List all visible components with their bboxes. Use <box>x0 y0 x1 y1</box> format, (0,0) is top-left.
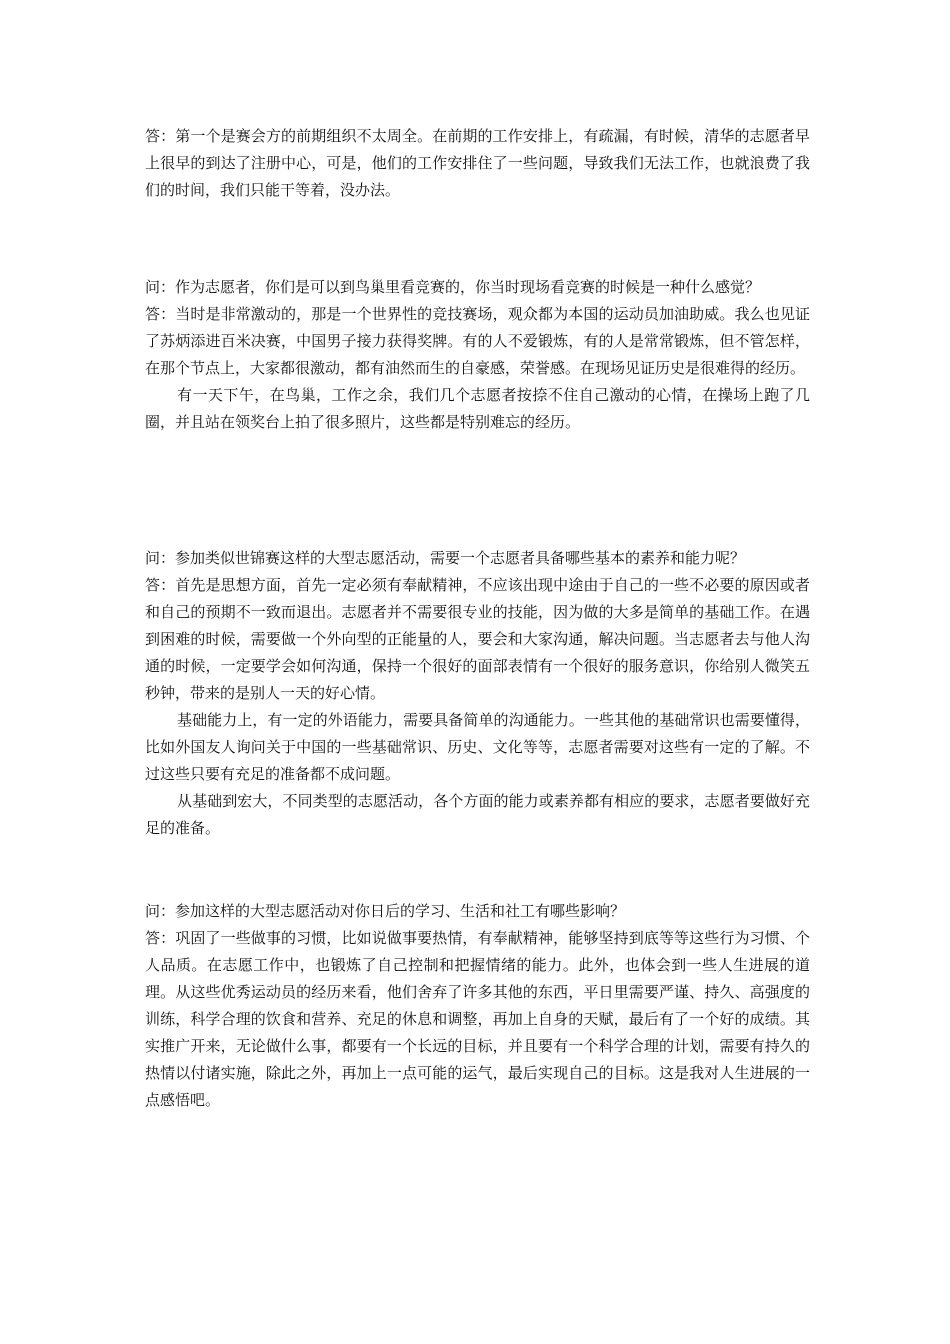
qa-section-1 <box>145 123 810 204</box>
qa-section-3 <box>145 545 810 842</box>
question-paragraph: 问：作为志愿者，你们是可以到鸟巢里看竞赛的，你当时现场看竞赛的时候是一种什么感觉？ <box>145 278 761 296</box>
question-paragraph: 问：参加类似世锦赛这样的大型志愿活动，需要一个志愿者具备哪些基本的素养和能力呢？ <box>145 549 746 567</box>
body-paragraph: 基础能力上，有一定的外语能力，需要具备简单的沟通能力。一些其他的基础常识也需要懂得，比如外国友人询问关于中国的一些基础常识、历史、文化等等，志愿者需要对这些有一定的了解。不过这些只要有充足的准备都不成问题。 <box>145 711 810 783</box>
answer-paragraph: 答：当时是非常激动的，那是一个世界性的竞技赛场，观众都为本国的运动员加油助威。我么也见证了苏炳添进百米决赛，中国男子接力获得奖牌。有的人不爱锻炼，有的人是常常锻炼，但不管怎样，在那个节点上，大家都很激动，都有油然而生的自豪感，荣誉感。在现场见证历史是很难得的经历。 <box>145 305 810 377</box>
body-paragraph: 从基础到宏大，不同类型的志愿活动，各个方面的能力或素养都有相应的要求，志愿者要做好充足的准备。 <box>145 792 810 837</box>
answer-paragraph: 答：巩固了一些做事的习惯，比如说做事要热情，有奉献精神，能够坚持到底等等这些行为习惯、个人品质。在志愿工作中，也锻炼了自己控制和把握情绪的能力。此外，也体会到一些人生进展的道理。从这些优秀运动员的经历来看，他们舍弃了许多其他的东西，平日里需要严谨、持久、高强度的训练，科学合理的饮食和营养、充足的休息和调整，再加上自身的天赋，最后有了一个好的成绩。其实推广开来，无论做什么事，都要有一个长远的目标，并且要有一个科学合理的计划，需要有持久的热情以付诸实施，除此之外，再加上一点可能的运气，最后实现自己的目标。这是我对人生进展的一点感悟吧。 <box>145 929 810 1109</box>
qa-section-2 <box>145 274 810 436</box>
answer-paragraph: 答：首先是思想方面，首先一定必须有奉献精神，不应该出现中途由于自己的一些不必要的原因或者和自己的预期不一致而退出。志愿者并不需要很专业的技能，因为做的大多是简单的基础工作。在遇到困难的时候，需要做一个外向型的正能量的人，要会和大家沟通，解决问题。当志愿者去与他人沟通的时候，一定要学会如何沟通，保持一个很好的面部表情有一个很好的服务意识，你给别人微笑五秒钟，带来的是别人一天的好心情。 <box>145 576 810 702</box>
body-paragraph: 有一天下午，在鸟巢，工作之余，我们几个志愿者按捺不住自己激动的心情，在操场上跑了几圈，并且站在领奖台上拍了很多照片，这些都是特别难忘的经历。 <box>145 386 810 431</box>
question-paragraph: 问：参加这样的大型志愿活动对你日后的学习、生活和社工有哪些影响？ <box>145 902 626 920</box>
qa-section-4 <box>145 898 810 1114</box>
answer-paragraph: 答：第一个是赛会方的前期组织不太周全。在前期的工作安排上，有疏漏，有时候，清华的志愿者早上很早的到达了注册中心，可是，他们的工作安排住了一些问题，导致我们无法工作，也就浪费了我们的时间，我们只能干等着，没办法。 <box>145 127 810 199</box>
